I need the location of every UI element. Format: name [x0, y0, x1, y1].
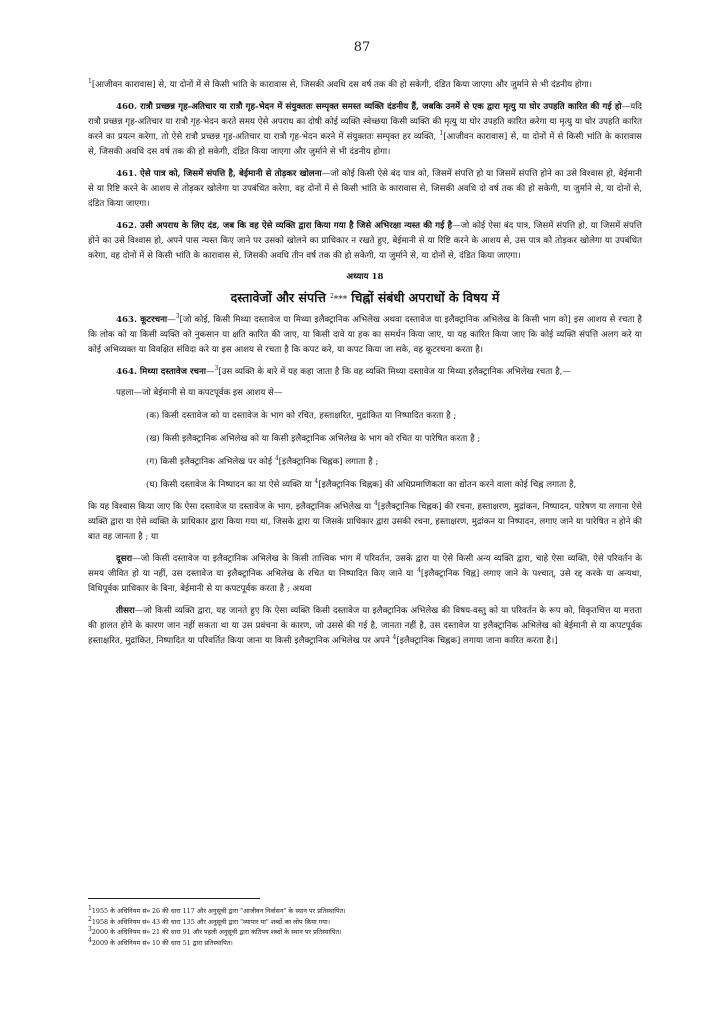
item-text: (घ) किसी दस्तावेज के निष्पादन का या ऐसे व्यक्ति या: [146, 480, 312, 490]
clause-item-c: [146, 455, 642, 470]
clause-third: [88, 604, 642, 649]
clause-lead: दूसरा: [116, 554, 133, 564]
clause-first-lead: पहला—जो बेईमानी से या कपटपूर्वक इस आशय से—: [116, 388, 283, 398]
section-title: 464. मिथ्या दस्तावेज रचना: [116, 367, 206, 377]
section-462: [88, 219, 642, 264]
clause-continuation: [88, 500, 642, 545]
footnote-number: 3: [88, 925, 92, 933]
footnote-ref: 2: [329, 293, 334, 300]
footnote-text: 2000 के अधिनियम सं० 21 की धारा 91 और पहली अनुसूची द्वारा कतिपय शब्दों के स्थान पर प्रतिस्थापित।: [91, 928, 342, 936]
footnote-ref: 1: [439, 130, 444, 138]
section-461: [88, 167, 642, 212]
paragraph-text: [इलैक्ट्रानिक चिह्नक] की रचना, हस्ताक्षरण, मुद्रांकन, निष्पादन, पारेषण या लगाना ऐसे व्यक्ति द्वारा या ऐसे व्यक्ति के प्राधिकार द्वारा किया गया था, जिसके द्वारा या जिसके प्राधिकार द्वारा उसकी रचना, हस्ताक्षरण, मुद्रांकन या निष्पादन, लगाए जाने या पारेषित न होने की बात वह जानता है ; या: [88, 502, 642, 542]
section-text: [जो कोई, किसी मिथ्या दस्तावेज या मिथ्या इलैक्ट्रानिक अभिलेख अथवा दस्तावेज या इलैक्ट्रानिक अभिलेख के किसी भाग को] इस आशय से रचता है कि लोक को या किसी व्यक्ति को नुकसान या क्षति कारित की जाए, या किसी दावे या हक का समर्थन किया जाए, या यह कारित किया जाए कि कोई व्यक्ति संपत्ति अलग करे या कोई अभिव्यक्त या विवक्षित संविदा करे या इस आशय से रचता है कि कपट करे, या कपट किया जा सके, वह कूटरचना करता है।: [88, 315, 642, 355]
item-text: [इलैक्ट्रानिक चिह्नक] की अधिप्रमाणिकता का द्योतन करने वाला कोई चिह्न लगाता है,: [318, 480, 577, 490]
omission-mark: ***: [333, 295, 348, 305]
dash: —: [167, 315, 176, 325]
section-text: —जो कोई ऐसा बंद पात्र, जिसमें संपत्ति हो, या जिसमें संपत्ति होने का उसे विश्वास हो, अपने पास न्यस्त किए जाने पर उसको खोलने का प्राधिकार न रखते हुए, बेईमानी से या रिष्टि करने के आशय से, उस पात्र को तोड़कर खोलेगा या उपबंधित करेगा, वह दोनों में से किसी भांति के कारावास से, जिसकी अवधि तीन वर्ष तक की हो सकेगी, या जुर्माने से, या दोनों से, दंडित किया जाएगा।: [88, 221, 642, 261]
footnote-ref: 3: [214, 365, 219, 373]
section-title: 462. उसी अपराध के लिए दंड, जब कि वह ऐसे व्यक्ति द्वारा किया गया है जिसे अभिरक्षा न्यस्त की गई है: [116, 221, 453, 231]
footnote-text: 1955 के अधिनियम सं० 26 की धारा 117 और अनुसूची द्वारा "आजीवन निर्वासन" के स्थान पर प्रतिस्थापित।: [91, 907, 346, 915]
clause-item-b: (ख) किसी इलैक्ट्रानिक अभिलेख को या किसी इलैक्ट्रानिक अभिलेख के भाग को रचित या पारेषित करता है ;: [146, 434, 481, 444]
footnote-number: 4: [88, 936, 92, 944]
chapter-heading: [88, 289, 642, 309]
clause-lead: तीसरा: [116, 606, 135, 616]
dash: —: [205, 367, 215, 377]
paragraph-text: [इलैक्ट्रानिक चिह्न] लगाए जाने के पश्चात्, उसे रद्द करके या अन्यथा, विधिपूर्वक प्राधिकार के बिना, बेईमानी से या कपटपूर्वक करता है ; अथवा: [88, 569, 643, 594]
paragraph-text: कि यह विश्वास किया जाए कि ऐसा दस्तावेज या दस्तावेज के भाग, इलैक्ट्रानिक अभिलेख या: [88, 502, 372, 512]
section-text: [उस व्यक्ति के बारे में यह कहा जाता है कि वह व्यक्ति मिथ्या दस्तावेज या मिथ्या इलैक्ट्रानिक अभिलेख रचता है,—: [218, 367, 571, 377]
item-text: [इलैक्ट्रानिक चिह्नक] लगाता है ;: [278, 457, 379, 467]
section-text: —जो कोई किसी ऐसे बंद पात्र को, जिसमें संपत्ति हो या जिसमें संपत्ति होने का उसे विश्वास हो, बेईमानी से या रिष्टि करने के आशय से तोड़कर खोलेगा या उपबंधित करेगा, वह दोनों में से किसी भांति के कारावास से, जिसकी अवधि दो वर्ष तक की हो सकेगी, या जुर्माने से, या दोनों से, दंडित किया जाएगा।: [88, 169, 643, 209]
paragraph-text: —जो किसी दस्तावेज या इलैक्ट्रानिक अभिलेख के किसी तात्त्विक भाग में परिवर्तन, उसके द्वारा या ऐसे किसी अन्य व्यक्ति द्वारा, चाहे ऐसा व्यक्ति, ऐसे परिवर्तन के समय जीवित हो या नहीं, उस दस्तावेज या इलैक्ट्रानिक अभिलेख के रचित या निष्पादित किए जाने या: [88, 554, 642, 579]
footnote-divider: [88, 898, 260, 899]
paragraph-text: [आजीवन कारावास] से, या दोनों में से किसी भांति के कारावास से, जिसकी अवधि दस वर्ष तक की हो सकेगी, दंडित किया जाएगा और जुर्माने से भी दंडनीय होगा।: [91, 80, 593, 90]
paragraph-text: —जो किसी व्यक्ति द्वारा, यह जानते हुए कि ऐसा व्यक्ति किसी दस्तावेज या इलैक्ट्रानिक अभिलेख की विषय-वस्तु को या परिवर्तन के रूप को, विकृतचित्त या मत्तता की हालत होने के कारण जान नहीं सकता था या उस प्रवंचना के कारण, जो उससे की गई है, जानता नहीं है, उस दस्तावेज या इलैक्ट्रानिक अभिलेख को बेईमानी से या कपटपूर्वक हस्ताक्षरित, मुद्रांकित, निष्पादित या परिवर्तित किया जाना या किसी इलैक्ट्रानिक अभिलेख पर अपने: [88, 606, 642, 646]
footnote: [88, 938, 642, 949]
footnote-ref: 4: [392, 634, 397, 642]
paragraph-text: [इलैक्ट्रानिक चिह्नक] लगाया जाना कारित करता है।]: [396, 636, 558, 646]
footnote-ref: 4: [373, 500, 378, 508]
item-text: (ग) किसी इलैक्ट्रानिक अभिलेख पर कोई: [146, 457, 273, 467]
section-463: [88, 313, 642, 358]
section-464: [88, 365, 642, 380]
clause-item-d: [146, 478, 642, 493]
paragraph-continuation: [88, 78, 642, 93]
section-460: [88, 100, 642, 160]
footnote-text: 1958 के अधिनियम सं० 43 की धारा 135 और अनुसूची द्वारा "व्यापार या" शब्दों का लोप किया गया।: [91, 917, 331, 926]
footnote-ref: 1: [88, 78, 92, 86]
section-text: [आजीवन कारावास] से, या दोनों में से किसी भांति के कारावास से, जिसकी अवधि दस वर्ष तक की हो सकेगी, दंडित किया जाएगा और जुर्माने से भी दंडनीय होगा।: [88, 132, 642, 157]
footnote-text: 2009 के अधिनियम सं० 10 की धारा 51 द्वारा प्रतिस्थापित।: [91, 938, 233, 947]
heading-text: दस्तावेजों और संपत्ति: [230, 290, 326, 305]
footnote-ref: 4: [274, 455, 279, 463]
footnote-ref: 3: [175, 313, 180, 321]
page-number: 87: [353, 40, 371, 55]
section-title: 460. रात्रौ प्रच्छन्न गृह-अतिचार या रात्रौ गृह-भेदन में संयुक्ततः सम्पृक्त समस्त व्यक्ति दंडनीय हैं, जबकि उनमें से एक द्वारा मृत्यु या घोर उपहति कारित की गई हो: [116, 102, 622, 112]
section-text: —यदि रात्रौ प्रच्छन्न गृह-अतिचार या रात्रौ गृह-भेदन करते समय ऐसे अपराध का दोषी कोई व्यक्ति स्वेच्छया किसी व्यक्ति की मृत्यु या घोर उपहति कारित करेगा या मृत्यु या घोर उपहति कारित करने का प्रयत्न करेगा, तो ऐसे रात्रौ प्रच्छन्न गृह-अतिचार या रात्रौ गृह-भेदन करने में संयुक्ततः सम्पृक्त हर व्यक्ति,: [88, 102, 642, 142]
footnote-ref: 4: [417, 567, 421, 575]
footnote: [88, 906, 642, 917]
footnote-number: 2: [88, 915, 92, 923]
clause-item-a: (क) किसी दस्तावेज को या दस्तावेज के भाग को रचित, हस्ताक्षरित, मुद्रांकित या निष्पादित करता है ;: [146, 411, 457, 421]
section-title: 461. ऐसे पात्र को, जिसमें संपत्ति है, बेईमानी से तोड़कर खोलना: [116, 169, 322, 179]
footnote: [88, 927, 642, 938]
section-title: 463. कूटरचना: [116, 315, 168, 325]
heading-text: चिह्नों संबंधी अपराधों के विषय में: [351, 290, 500, 305]
footnotes: [88, 906, 642, 948]
footnote: [88, 917, 642, 928]
footnote-ref: 4: [314, 478, 319, 486]
page-body: [88, 78, 642, 649]
footnote-number: 1: [88, 904, 92, 912]
chapter-label: अध्याय 18: [346, 272, 384, 282]
clause-second: [88, 552, 642, 597]
